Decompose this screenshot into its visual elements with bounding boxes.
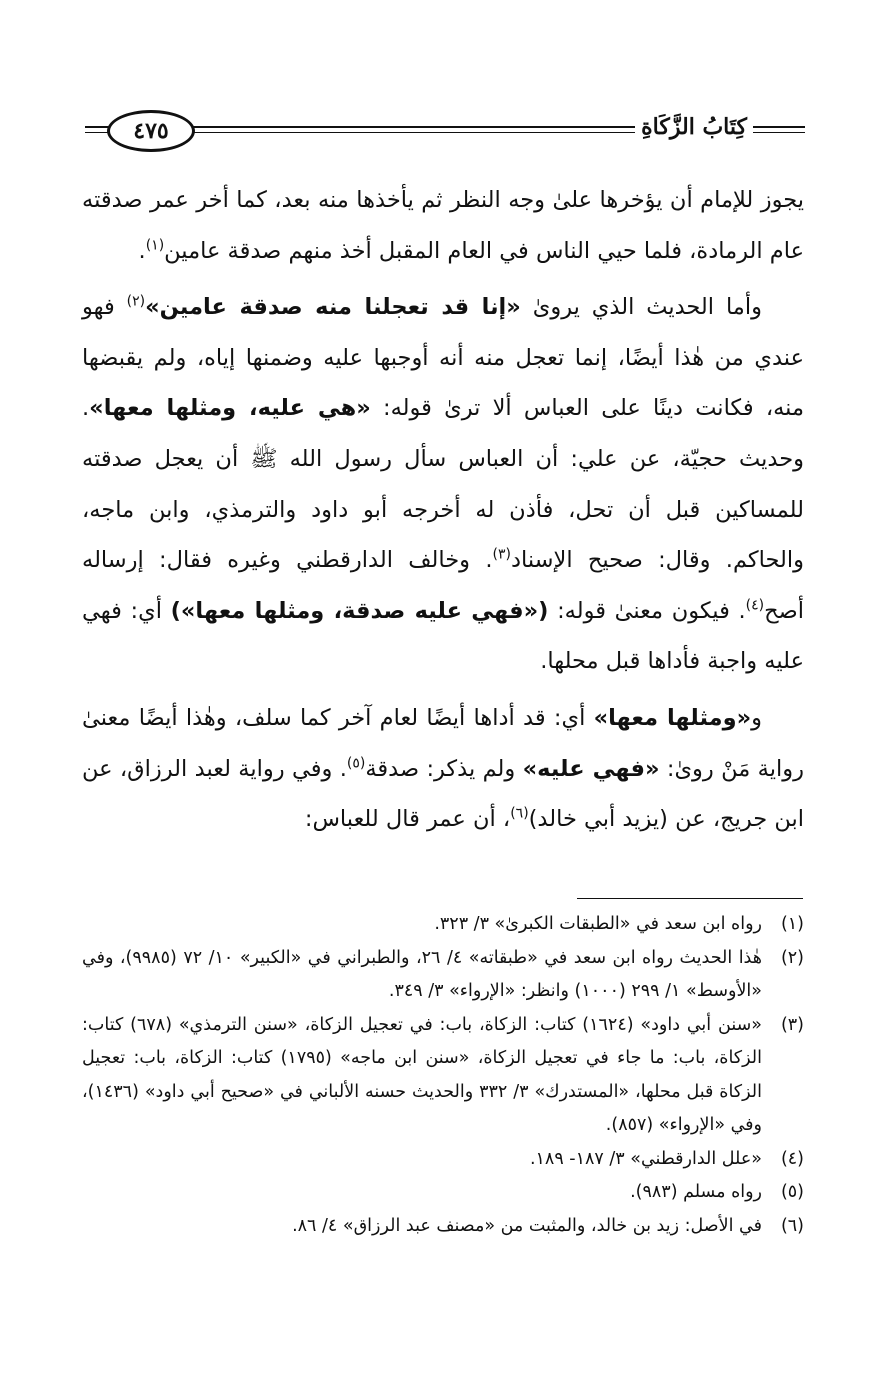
paragraph-3-text-a: و <box>751 704 762 731</box>
footnote-text: هٰذا الحديث رواه ابن سعد في «طبقاته» ٤/ ٢٦، والطبراني في «الكبير» ١٠/ ٧٢ (٩٩٨٥)، وفي «الأوسط» ١/ ٢٩٩ (١٠٠٠) وانظر: «الإرواء» ٣/ ٣٤٩. <box>82 947 762 1001</box>
footnote-text: في الأصل: زيد بن خالد، والمثبت من «مصنف عبد الرزاق» ٤/ ٨٦. <box>292 1215 762 1236</box>
footnote-4 <box>82 1143 804 1177</box>
hadith-quote-4: «ومثلها معها» <box>593 704 752 731</box>
paragraph-1-end: . <box>138 237 146 264</box>
footnote-ref-1: (١) <box>145 237 165 254</box>
footnote-5 <box>82 1176 804 1210</box>
hadith-quote-1: «إنا قد تعجلنا منه صدقة عامين» <box>145 294 521 321</box>
paragraph-2-text-a: وأما الحديث الذي يرویٰ <box>520 294 762 321</box>
paragraph-3-text-g: ، أن عمر قال للعباس: <box>304 806 511 833</box>
paragraph-3-text-f: . وفي رواية لعبد الرزاق، عن ابن جريج، عن (يزيد أبي خالد) <box>82 755 804 833</box>
paragraph-2-text-c: فهو عندي من هٰذا أيضًا، إنما تعجل منه أنه أوجبها عليه وضمنها إياه، ولم يقبضها منه، فكانت دينًا على العباس ألا ترىٰ قوله: <box>82 294 804 422</box>
hadith-quote-5: «فهي عليه» <box>522 755 660 782</box>
footnote-ref-6: (٦) <box>510 805 529 822</box>
footnote-number: (٥) <box>780 1182 804 1202</box>
paragraph-2-text-f: . وخالف الدارقطني وغيره فقال: إرساله أصح <box>82 547 804 624</box>
footnote-number: (٤) <box>780 1148 804 1169</box>
page-number: ٤٧٥ <box>133 118 169 144</box>
footnote-text: رواه مسلم (٩٨٣). <box>630 1182 762 1202</box>
paragraph-1 <box>82 175 804 276</box>
footnote-number: (١) <box>780 914 804 934</box>
footnote-ref-5: (٥) <box>346 755 366 772</box>
paragraph-1-text: يجوز للإمام أن يؤخرها علىٰ وجه النظر ثم يأخذها منه بعد، كما أخر عمر صدقته عام الرمادة، فلما حيي الناس في العام المقبل أخذ منهم صدقة عامين <box>82 187 804 264</box>
paragraph-3-text-e: ولم يذكر: صدقة <box>365 755 523 782</box>
header-rule-right-thin <box>765 132 805 133</box>
footnote-6 <box>82 1210 804 1244</box>
footnote-ref-4: (٤) <box>745 597 765 614</box>
paragraph-2-text-e: . وحديث حجيّة، عن علي: أن العباس سأل رسول الله ﷺ أن يعجل صدقته للمساكين قبل أن تحل، فأذن له أخرجه أبو داود والترمذي، وابن ماجه، والحاكم. وقال: صحيح الإسناد <box>82 395 804 574</box>
footnote-ref-2: (٢) <box>126 293 146 310</box>
paragraph-3-text-c: أي: قد أداها أيضًا لعام آخر كما سلف، وهٰذا أيضًا معنىٰ رواية مَنْ روىٰ: <box>82 704 804 782</box>
footnote-number: (٢) <box>780 947 804 968</box>
footnote-2 <box>82 942 804 1009</box>
paragraph-2 <box>82 282 804 687</box>
footnote-ref-3: (٣) <box>492 546 511 563</box>
footnote-separator <box>577 898 803 899</box>
header-rule-right <box>765 126 805 128</box>
hadith-quote-2: «هي عليه، ومثلها معها» <box>89 395 371 422</box>
paragraph-2-text-g: . فيكون معنىٰ قوله: <box>548 597 746 624</box>
footnote-number: (٦) <box>780 1215 804 1236</box>
running-header <box>85 108 805 156</box>
book-title: كِتَابُ الزَّكَاةِ <box>635 114 753 140</box>
hadith-quote-3: («فهي عليه صدقة، ومثلها معها») <box>170 597 549 624</box>
footnote-text: «علل الدارقطني» ٣/ ١٨٧- ١٨٩. <box>529 1148 762 1169</box>
main-text <box>82 175 804 851</box>
footnote-number: (٣) <box>780 1014 804 1035</box>
page-number-ornament <box>107 110 195 152</box>
footnotes <box>82 908 804 1243</box>
footnote-text: رواه ابن سعد في «الطبقات الكبرىٰ» ٣/ ٣٢٣. <box>434 914 762 934</box>
footnote-text: «سنن أبي داود» (١٦٢٤) كتاب: الزكاة، باب: في تعجيل الزكاة، «سنن الترمذي» (٦٧٨) كتاب: الزكاة، باب: ما جاء في تعجيل الزكاة، «سنن ابن ماجه» (١٧٩٥) كتاب: الزكاة، باب: تعجيل الزكاة قبل محلها، «المستدرك» ٣/ ٣٣٢ والحديث حسنه الألباني في «صحيح أبي داود» (١٤٣٦)، وفي «الإرواء» (٨٥٧). <box>82 1014 762 1135</box>
paragraph-2-text-i: أي: فهي عليه واجبة فأداها قبل محلها. <box>82 597 804 675</box>
paragraph-3 <box>82 693 804 845</box>
footnote-1 <box>82 908 804 942</box>
footnote-3 <box>82 1009 804 1143</box>
